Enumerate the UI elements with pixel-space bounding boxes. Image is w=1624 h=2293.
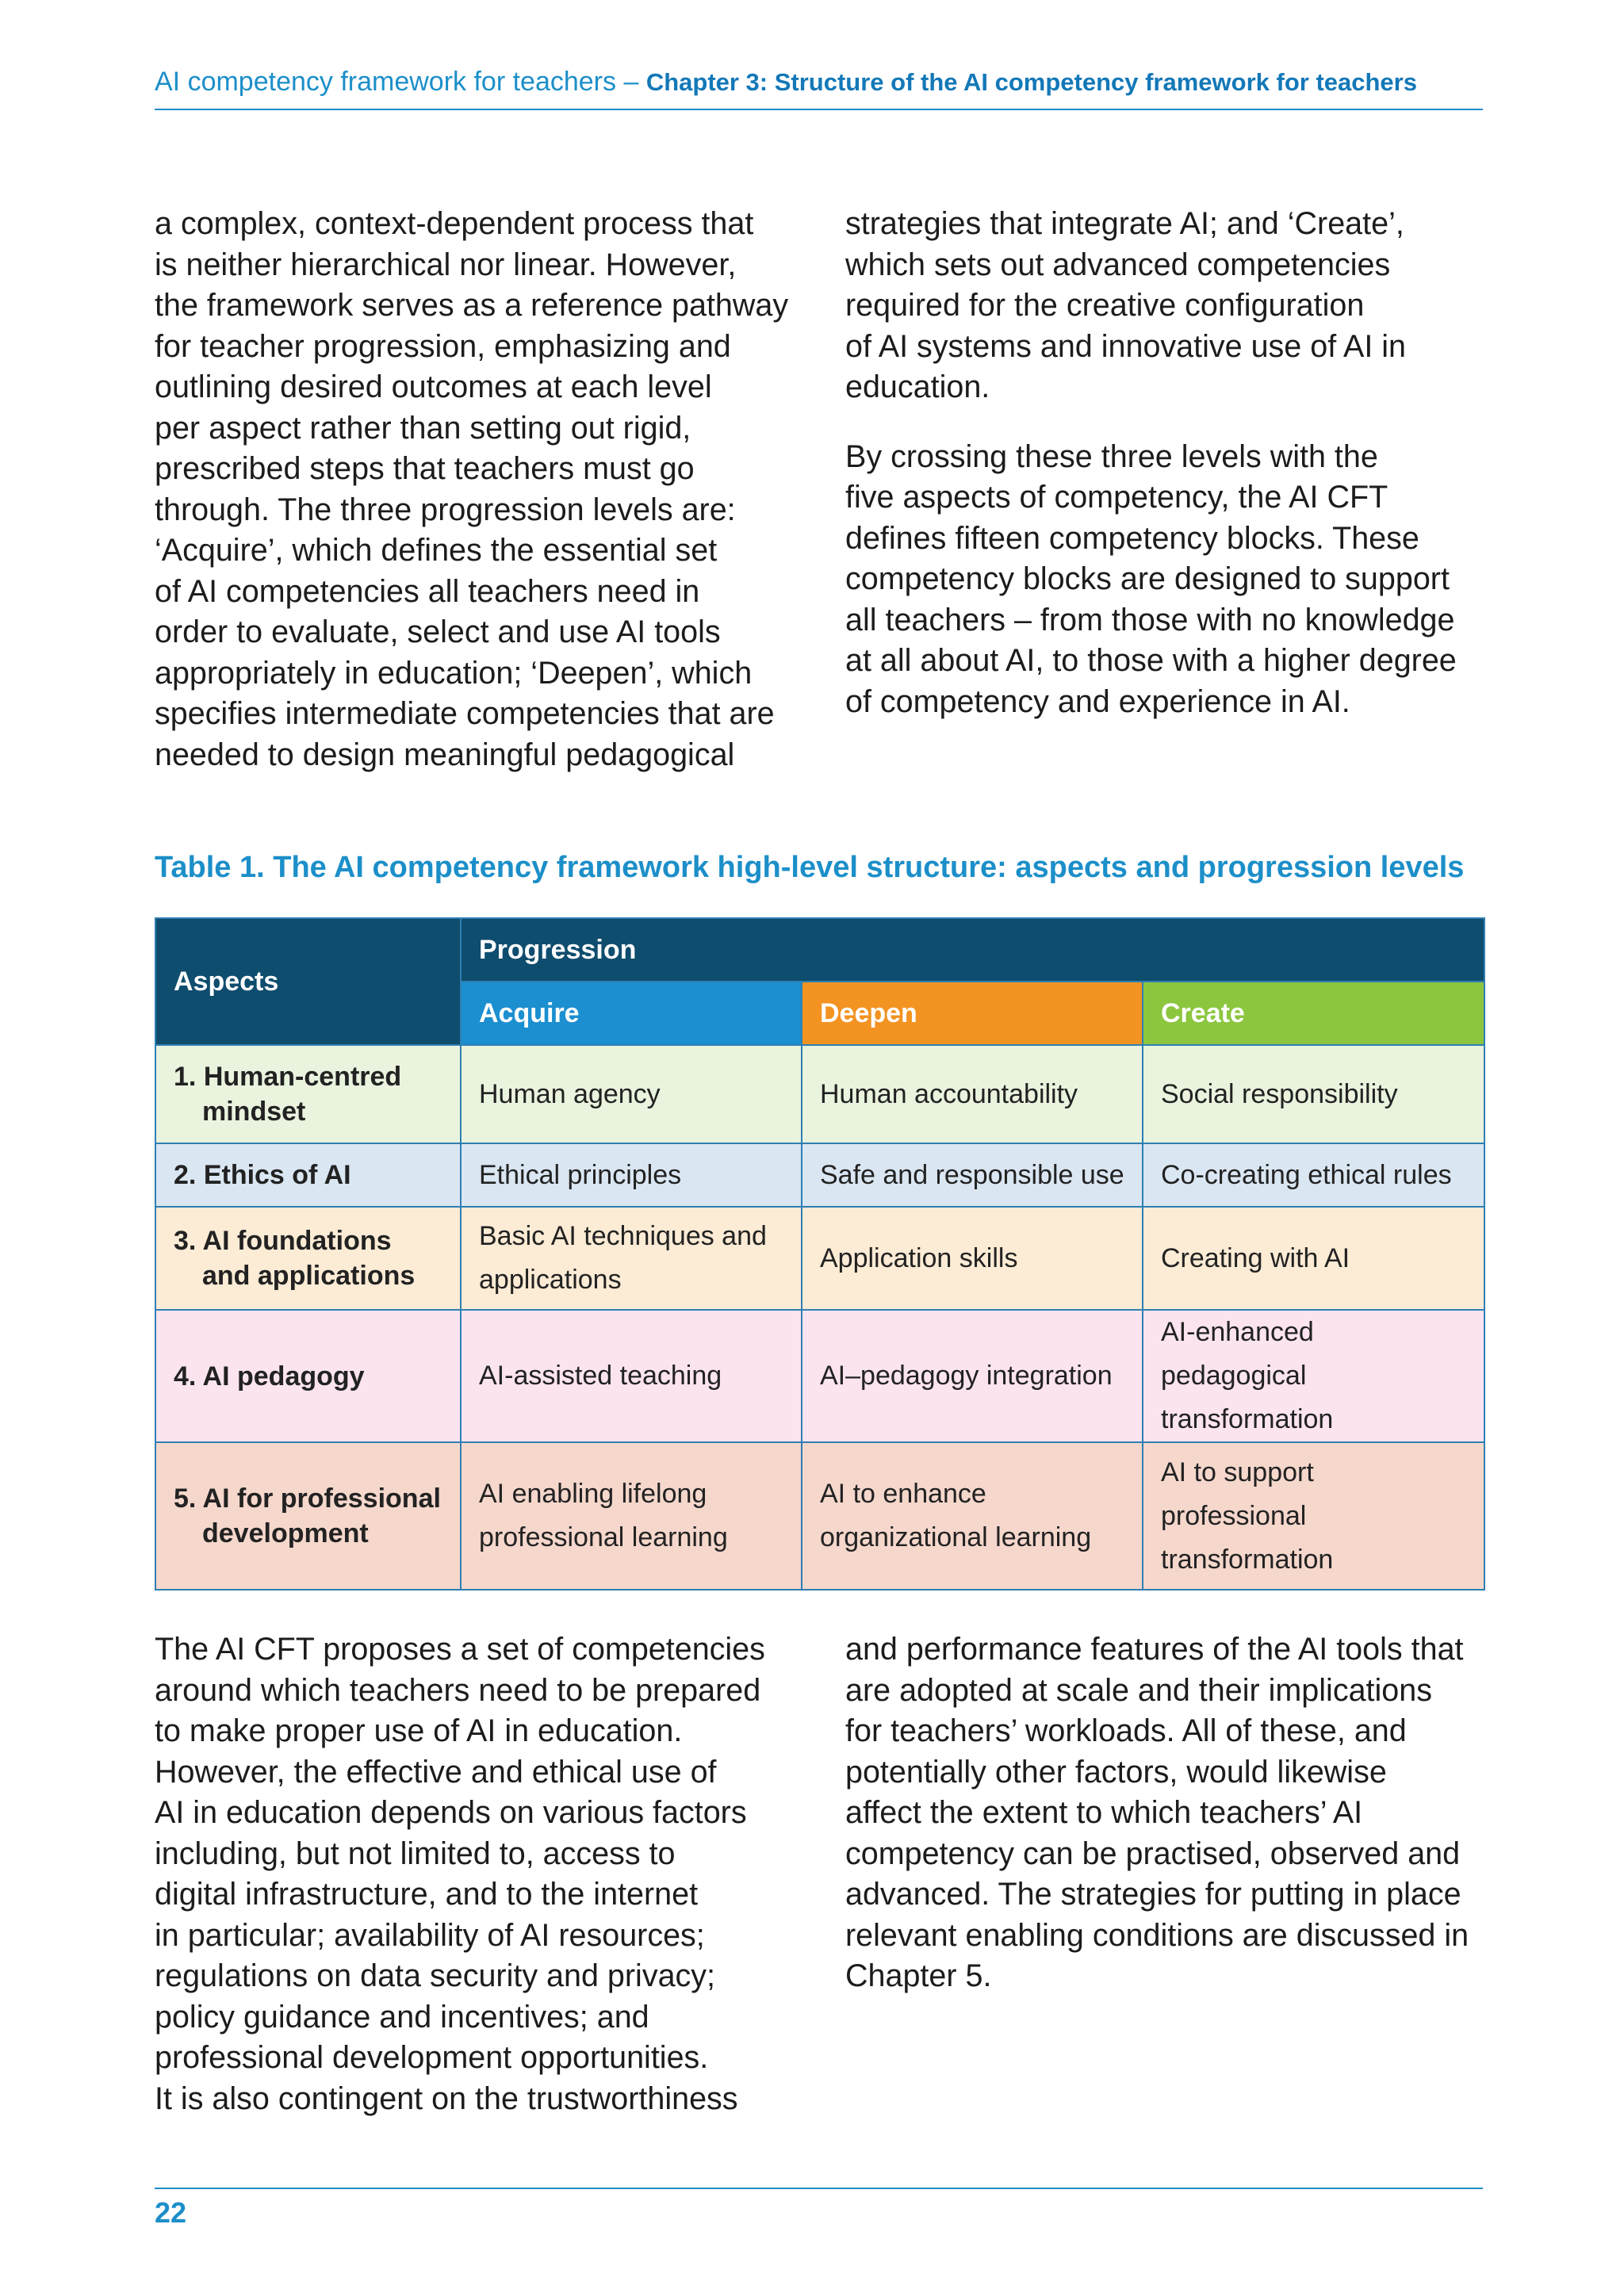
top-right-column xyxy=(845,204,1496,722)
competency-cell: AI-enhanced pedagogical transformation xyxy=(1143,1310,1484,1442)
table-row xyxy=(155,1310,1484,1442)
aspect-name-continued: mindset xyxy=(202,1097,306,1127)
aspect-number: 4. xyxy=(174,1361,197,1391)
competency-table xyxy=(155,917,1485,1591)
aspect-line-1 xyxy=(174,1359,442,1394)
aspect-cell xyxy=(155,1207,461,1310)
aspect-number: 3. xyxy=(174,1226,197,1256)
bottom-left-column xyxy=(155,1629,805,2119)
table-row xyxy=(155,1143,1484,1207)
table-row xyxy=(155,1207,1484,1310)
table-row xyxy=(155,1442,1484,1590)
aspect-line-1 xyxy=(174,1158,442,1192)
aspect-cell xyxy=(155,1442,461,1590)
aspect-cell xyxy=(155,1143,461,1207)
aspect-number: 1. xyxy=(174,1062,197,1092)
aspect-number: 2. xyxy=(174,1160,197,1190)
aspect-name: Ethics of AI xyxy=(203,1160,351,1190)
competency-cell: AI to support professional transformation xyxy=(1143,1442,1484,1590)
aspect-name-continued: development xyxy=(202,1518,369,1548)
top-left-paragraph: a complex, context-dependent process that is neither hierarchical nor linear. However, the framework serves as a reference pathway for teacher progression, emphasizing and outlining desired outcomes at each level per aspect rather than setting out rigid, prescribed steps that teachers must go through. The three progression levels are: ‘Acquire’, which defines the essential set of AI competencies all teachers need in order to evaluate, select and use AI tools appropriately in education; ‘Deepen’, which specifies intermediate competencies that are needed to design meaningful pedagogical xyxy=(155,206,789,772)
aspect-name: AI foundations xyxy=(202,1226,392,1256)
running-header xyxy=(155,67,1483,110)
competency-cell: AI-assisted teaching xyxy=(461,1310,802,1442)
level-header-create: Create xyxy=(1143,982,1484,1045)
level-header-deepen: Deepen xyxy=(802,982,1143,1045)
aspect-cell xyxy=(155,1310,461,1442)
competency-cell: AI to enhance organizational learning xyxy=(802,1442,1143,1590)
aspect-line-1 xyxy=(174,1223,442,1258)
header-title: AI competency framework for teachers – xyxy=(155,67,639,97)
competency-cell: AI–pedagogy integration xyxy=(802,1310,1143,1442)
competency-cell: Application skills xyxy=(802,1207,1143,1310)
competency-cell: Human accountability xyxy=(802,1045,1143,1143)
competency-cell: Human agency xyxy=(461,1045,802,1143)
aspect-cell xyxy=(155,1045,461,1143)
table-title: Table 1. The AI competency framework high-level structure: aspects and progression levels xyxy=(155,851,1465,884)
progression-header: Progression xyxy=(461,918,1484,982)
competency-cell: Social responsibility xyxy=(1143,1045,1484,1143)
top-right-paragraph-1: strategies that integrate AI; and ‘Create’, which sets out advanced competencies required for the creative configuration of AI systems and innovative use of AI in education. xyxy=(845,206,1407,404)
competency-cell: Creating with AI xyxy=(1143,1207,1484,1310)
bottom-right-paragraph: and performance features of the AI tools that are adopted at scale and their implications for teachers’ workloads. All of these, and potentially other factors, would likewise affect the extent to which teachers’ AI competency can be practised, observed and advanced. The strategies for putting in place relevant enabling conditions are discussed in Chapter 5. xyxy=(845,1632,1469,1993)
table-row xyxy=(155,1045,1484,1143)
aspect-name-continued: and applications xyxy=(202,1261,416,1291)
aspect-line-1 xyxy=(174,1059,442,1094)
aspect-name: AI for professional xyxy=(202,1483,441,1514)
footer-divider xyxy=(155,2188,1483,2189)
competency-cell: Safe and responsible use xyxy=(802,1143,1143,1207)
aspect-name: AI pedagogy xyxy=(202,1361,365,1391)
competency-cell: Basic AI techniques and applications xyxy=(461,1207,802,1310)
aspect-number: 5. xyxy=(174,1483,197,1514)
page-number: 22 xyxy=(155,2196,187,2229)
top-right-paragraph-2: By crossing these three levels with the five aspects of competency, the AI CFT defines fifteen competency blocks. These competency blocks are designed to support all teachers – from those with no knowledge at all about AI, to those with a higher degree of competency and experience in AI. xyxy=(845,438,1457,719)
level-header-acquire: Acquire xyxy=(461,982,802,1045)
competency-cell: Co-creating ethical rules xyxy=(1143,1143,1484,1207)
aspects-header: Aspects xyxy=(155,918,461,1045)
competency-cell: AI enabling lifelong professional learning xyxy=(461,1442,802,1590)
header-chapter: Chapter 3: Structure of the AI competency framework for teachers xyxy=(645,68,1417,96)
bottom-right-column xyxy=(845,1629,1496,1997)
top-left-column xyxy=(155,204,805,775)
competency-cell: Ethical principles xyxy=(461,1143,802,1207)
bottom-left-paragraph: The AI CFT proposes a set of competencies around which teachers need to be prepared to make proper use of AI in education. However, the effective and ethical use of AI in education depends on various factors including, but not limited to, access to digital infrastructure, and to the internet in particular; availability of AI resources; regulations on data security and privacy; policy guidance and incentives; and professional development opportunities. It is also contingent on the trustworthiness xyxy=(155,1632,765,2116)
aspect-name: Human-centred xyxy=(203,1062,402,1092)
aspect-line-1 xyxy=(174,1481,442,1516)
